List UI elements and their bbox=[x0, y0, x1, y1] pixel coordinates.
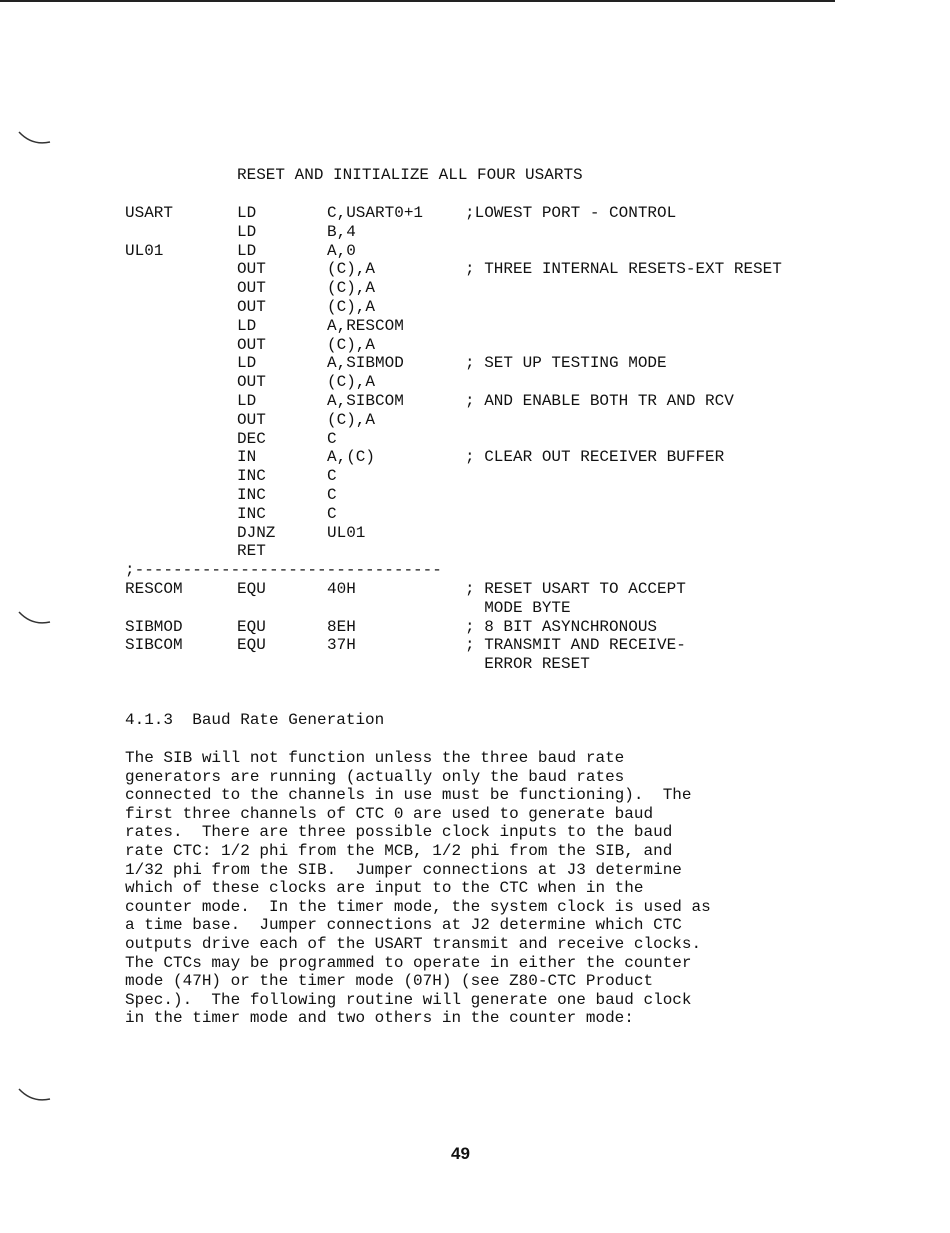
code-line bbox=[0, 580, 950, 599]
code-opcode: EQU bbox=[237, 579, 266, 598]
paragraph-line: connected to the channels in use must be functioning). The bbox=[125, 786, 692, 805]
code-opcode: IN bbox=[237, 448, 257, 467]
code-opcode: LD bbox=[237, 222, 257, 241]
code-operand: B,4 bbox=[327, 222, 356, 241]
code-opcode: INC bbox=[237, 467, 266, 486]
code-comment: ; 8 BIT ASYNCHRONOUS bbox=[465, 617, 658, 636]
code-operand: C bbox=[327, 485, 337, 504]
code-opcode: DJNZ bbox=[237, 523, 276, 542]
code-line bbox=[0, 260, 950, 279]
code-opcode: OUT bbox=[237, 373, 266, 392]
code-label: SIBMOD bbox=[125, 617, 183, 636]
code-comment: ; SET UP TESTING MODE bbox=[465, 354, 667, 373]
paragraph-line: The CTCs may be programmed to operate in either the counter bbox=[125, 953, 692, 972]
section-heading: 4.1.3 Baud Rate Generation bbox=[125, 711, 385, 729]
code-line bbox=[0, 317, 950, 336]
code-opcode: LD bbox=[237, 241, 257, 260]
code-operand: A,SIBCOM bbox=[327, 391, 404, 410]
paragraph-line: rates. There are three possible clock inputs to the baud bbox=[125, 823, 673, 842]
code-line bbox=[0, 636, 950, 655]
code-opcode: INC bbox=[237, 504, 266, 523]
code-line bbox=[0, 354, 950, 373]
paragraph-line: in the timer mode and two others in the counter mode: bbox=[125, 1009, 634, 1028]
code-line bbox=[0, 298, 950, 317]
code-opcode: INC bbox=[237, 485, 266, 504]
code-line bbox=[0, 448, 950, 467]
paragraph-line: generators are running (actually only the baud rates bbox=[125, 767, 625, 786]
code-label: UL01 bbox=[125, 241, 164, 260]
code-operand: (C),A bbox=[327, 373, 376, 392]
code-line bbox=[0, 223, 950, 242]
code-opcode: LD bbox=[237, 391, 257, 410]
paragraph-line: first three channels of CTC 0 are used to generate baud bbox=[125, 804, 654, 823]
code-line bbox=[0, 655, 950, 674]
code-operand: 40H bbox=[327, 579, 356, 598]
code-line bbox=[0, 486, 950, 505]
code-opcode: OUT bbox=[237, 410, 266, 429]
code-opcode: EQU bbox=[237, 617, 266, 636]
code-comment: MODE BYTE bbox=[465, 598, 571, 617]
code-operand: 37H bbox=[327, 636, 356, 655]
paragraph-line: The SIB will not function unless the three baud rate bbox=[125, 749, 625, 767]
code-line bbox=[0, 336, 950, 355]
code-operand: C bbox=[327, 504, 337, 523]
code-comment: ; CLEAR OUT RECEIVER BUFFER bbox=[465, 448, 725, 467]
code-opcode: LD bbox=[237, 204, 257, 222]
code-label: SIBCOM bbox=[125, 636, 183, 655]
paragraph-line: rate CTC: 1/2 phi from the MCB, 1/2 phi from the SIB, and bbox=[125, 841, 673, 860]
paragraph-line: outputs drive each of the USART transmit and receive clocks. bbox=[125, 934, 702, 953]
code-comment: ; THREE INTERNAL RESETS-EXT RESET bbox=[465, 260, 782, 279]
code-operand: A,RESCOM bbox=[327, 316, 404, 335]
code-opcode: OUT bbox=[237, 297, 266, 316]
code-line bbox=[0, 373, 950, 392]
top-rule bbox=[0, 0, 835, 2]
paragraph-line: counter mode. In the timer mode, the system clock is used as bbox=[125, 897, 711, 916]
code-listing bbox=[0, 204, 950, 674]
binder-mark-3 bbox=[18, 1087, 52, 1107]
code-opcode: OUT bbox=[237, 335, 266, 354]
body-paragraph bbox=[125, 749, 845, 1028]
code-comment: ; AND ENABLE BOTH TR AND RCV bbox=[465, 391, 734, 410]
code-opcode: LD bbox=[237, 316, 257, 335]
code-opcode: EQU bbox=[237, 636, 266, 655]
code-comment: ; TRANSMIT AND RECEIVE- bbox=[465, 636, 686, 655]
binder-mark-1 bbox=[18, 130, 52, 150]
code-line bbox=[0, 279, 950, 298]
code-line bbox=[0, 542, 950, 561]
code-operand: C bbox=[327, 429, 337, 448]
page-number: 49 bbox=[451, 1144, 470, 1163]
code-line bbox=[0, 618, 950, 637]
code-operand: (C),A bbox=[327, 335, 376, 354]
code-operand: A,(C) bbox=[327, 448, 376, 467]
listing-title: RESET AND INITIALIZE ALL FOUR USARTS bbox=[237, 166, 583, 184]
paragraph-line: 1/32 phi from the SIB. Jumper connections at J3 determine bbox=[125, 860, 682, 879]
code-operand: C,USART0+1 bbox=[327, 204, 424, 222]
code-operand: (C),A bbox=[327, 260, 376, 279]
code-operand: A,0 bbox=[327, 241, 356, 260]
code-label: ;-------------------------------- bbox=[125, 561, 442, 580]
paragraph-line: mode (47H) or the timer mode (07H) (see Z80-CTC Product bbox=[125, 972, 654, 991]
code-line bbox=[0, 411, 950, 430]
code-operand: A,SIBMOD bbox=[327, 354, 404, 373]
paragraph-line: a time base. Jumper connections at J2 determine which CTC bbox=[125, 916, 682, 935]
code-line bbox=[0, 242, 950, 261]
code-label: RESCOM bbox=[125, 579, 183, 598]
code-label: USART bbox=[125, 204, 174, 222]
code-operand: (C),A bbox=[327, 410, 376, 429]
code-operand: (C),A bbox=[327, 279, 376, 298]
code-line bbox=[0, 524, 950, 543]
paragraph-line: which of these clocks are input to the CTC when in the bbox=[125, 879, 644, 898]
code-operand: C bbox=[327, 467, 337, 486]
code-opcode: RET bbox=[237, 542, 266, 561]
code-comment: ERROR RESET bbox=[465, 655, 590, 674]
code-opcode: DEC bbox=[237, 429, 266, 448]
code-line bbox=[0, 505, 950, 524]
code-opcode: OUT bbox=[237, 260, 266, 279]
code-line bbox=[0, 392, 950, 411]
code-comment: ; RESET USART TO ACCEPT bbox=[465, 579, 686, 598]
code-operand: (C),A bbox=[327, 297, 376, 316]
code-line bbox=[0, 430, 950, 449]
code-line bbox=[0, 204, 950, 223]
code-line bbox=[0, 561, 950, 580]
paragraph-line: Spec.). The following routine will generate one baud clock bbox=[125, 990, 692, 1009]
code-opcode: LD bbox=[237, 354, 257, 373]
code-comment: ;LOWEST PORT - CONTROL bbox=[465, 204, 677, 222]
code-line bbox=[0, 467, 950, 486]
code-operand: UL01 bbox=[327, 523, 366, 542]
code-operand: 8EH bbox=[327, 617, 356, 636]
code-line bbox=[0, 599, 950, 618]
code-opcode: OUT bbox=[237, 279, 266, 298]
